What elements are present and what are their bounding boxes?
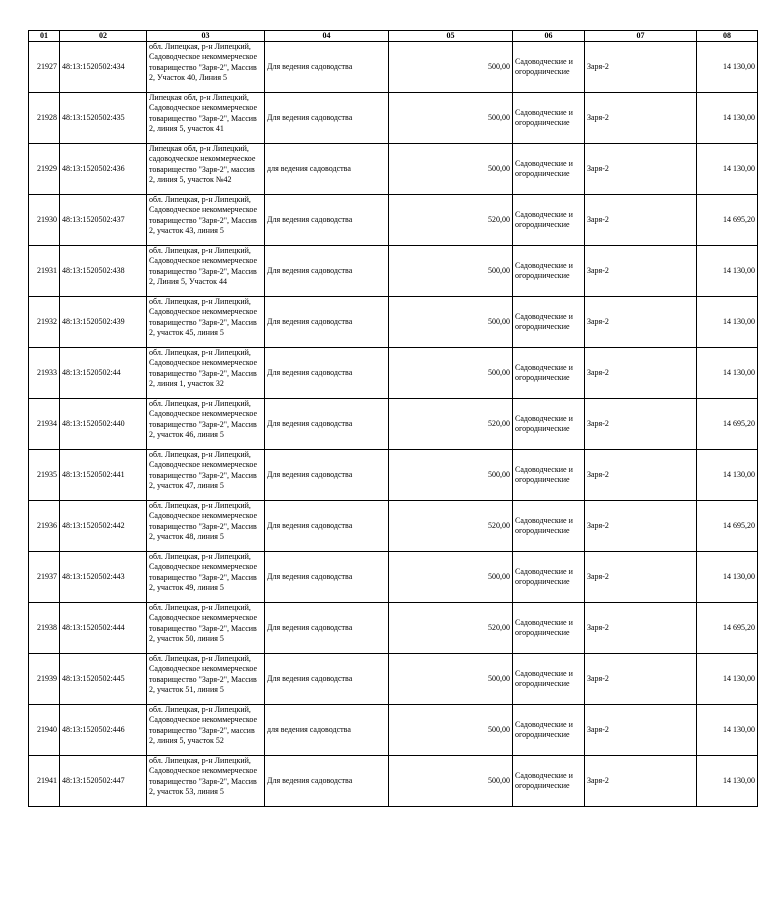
address-text: обл. Липецкая, р-н Липецкий, Садоводческое некоммерческое товарищество "Заря-2", Массив 2, участок 50, линия 5 <box>149 603 258 643</box>
cadastral-value-cell: 14 130,00 <box>697 93 758 144</box>
land-category-cell: Садоводческие и огороднические <box>513 195 585 246</box>
address-text: обл. Липецкая, р-н Липецкий, Садоводческое некоммерческое товарищество "Заря-2", Массив 2, Участок 40, Линия 5 <box>149 42 258 82</box>
cadastral-number-cell: 48:13:1520502:444 <box>60 603 147 654</box>
permitted-use-cell: Для ведения садоводства <box>265 42 389 93</box>
cadastral-number-cell: 48:13:1520502:442 <box>60 501 147 552</box>
table-row <box>29 552 758 603</box>
table-row <box>29 246 758 297</box>
cadastral-value-cell: 14 130,00 <box>697 348 758 399</box>
address-text: обл. Липецкая, р-н Липецкий, Садоводческое некоммерческое товарищество "Заря-2", массив 2, линия 5, участок 52 <box>149 705 258 745</box>
address-cell <box>147 654 265 705</box>
permitted-use-cell: Для ведения садоводства <box>265 399 389 450</box>
zone-cell: Заря-2 <box>585 756 697 807</box>
land-category-cell: Садоводческие и огороднические <box>513 93 585 144</box>
row-number-cell: 21937 <box>29 552 60 603</box>
address-text: обл. Липецкая, р-н Липецкий, Садоводческое некоммерческое товарищество "Заря-2", Массив 2, участок 46, линия 5 <box>149 399 258 439</box>
row-number-cell: 21932 <box>29 297 60 348</box>
cadastral-value-cell: 14 130,00 <box>697 756 758 807</box>
table-row <box>29 450 758 501</box>
cadastral-number-cell: 48:13:1520502:446 <box>60 705 147 756</box>
land-category-cell: Садоводческие и огороднические <box>513 450 585 501</box>
zone-cell: Заря-2 <box>585 195 697 246</box>
cadastral-value-cell: 14 130,00 <box>697 144 758 195</box>
address-text: обл. Липецкая, р-н Липецкий, Садоводческое некоммерческое товарищество "Заря-2", Массив 2, участок 48, линия 5 <box>149 501 258 541</box>
cadastral-value-cell: 14 695,20 <box>697 501 758 552</box>
table-row <box>29 603 758 654</box>
table-row <box>29 93 758 144</box>
address-cell <box>147 246 265 297</box>
row-number-cell: 21939 <box>29 654 60 705</box>
row-number-cell: 21935 <box>29 450 60 501</box>
area-cell: 500,00 <box>389 705 513 756</box>
area-cell: 500,00 <box>389 756 513 807</box>
column-header: 01 <box>29 31 60 42</box>
column-header: 07 <box>585 31 697 42</box>
address-cell <box>147 297 265 348</box>
land-category-cell: Садоводческие и огороднические <box>513 348 585 399</box>
address-text: обл. Липецкая, р-н Липецкий, Садоводческое некоммерческое товарищество "Заря-2", Массив 2, участок 47, линия 5 <box>149 450 258 490</box>
row-number-cell: 21934 <box>29 399 60 450</box>
address-cell <box>147 93 265 144</box>
area-cell: 500,00 <box>389 348 513 399</box>
area-cell: 500,00 <box>389 654 513 705</box>
cadastral-number-cell: 48:13:1520502:445 <box>60 654 147 705</box>
address-cell <box>147 348 265 399</box>
area-cell: 500,00 <box>389 42 513 93</box>
land-category-cell: Садоводческие и огороднические <box>513 144 585 195</box>
table-row <box>29 42 758 93</box>
row-number-cell: 21940 <box>29 705 60 756</box>
cadastral-number-cell: 48:13:1520502:436 <box>60 144 147 195</box>
address-text: Липецкая обл, р-н Липецкий, Садоводческое некоммерческое товарищество "Заря-2", Массив 2, линия 5, участок 41 <box>149 93 258 133</box>
row-number-cell: 21929 <box>29 144 60 195</box>
cadastral-number-cell: 48:13:1520502:447 <box>60 756 147 807</box>
permitted-use-cell: Для ведения садоводства <box>265 246 389 297</box>
table-row <box>29 501 758 552</box>
row-number-cell: 21941 <box>29 756 60 807</box>
cadastral-number-cell: 48:13:1520502:434 <box>60 42 147 93</box>
row-number-cell: 21933 <box>29 348 60 399</box>
permitted-use-cell: для ведения садоводства <box>265 144 389 195</box>
header-row <box>29 31 758 42</box>
permitted-use-cell: Для ведения садоводства <box>265 297 389 348</box>
column-header: 08 <box>697 31 758 42</box>
area-cell: 500,00 <box>389 297 513 348</box>
zone-cell: Заря-2 <box>585 501 697 552</box>
zone-cell: Заря-2 <box>585 144 697 195</box>
zone-cell: Заря-2 <box>585 399 697 450</box>
table-row <box>29 348 758 399</box>
area-cell: 520,00 <box>389 603 513 654</box>
table-row <box>29 195 758 246</box>
cadastral-value-cell: 14 130,00 <box>697 450 758 501</box>
zone-cell: Заря-2 <box>585 603 697 654</box>
address-cell <box>147 756 265 807</box>
address-cell <box>147 450 265 501</box>
land-category-cell: Садоводческие и огороднические <box>513 654 585 705</box>
permitted-use-cell: Для ведения садоводства <box>265 450 389 501</box>
address-text: обл. Липецкая, р-н Липецкий, Садоводческое некоммерческое товарищество "Заря-2", Массив 2, участок 51, линия 5 <box>149 654 258 694</box>
cadastral-number-cell: 48:13:1520502:437 <box>60 195 147 246</box>
row-number-cell: 21931 <box>29 246 60 297</box>
address-text: обл. Липецкая, р-н Липецкий, Садоводческое некоммерческое товарищество "Заря-2", Массив 2, Линия 5, Участок 44 <box>149 246 258 286</box>
land-category-cell: Садоводческие и огороднические <box>513 42 585 93</box>
zone-cell: Заря-2 <box>585 654 697 705</box>
permitted-use-cell: Для ведения садоводства <box>265 501 389 552</box>
zone-cell: Заря-2 <box>585 450 697 501</box>
address-text: обл. Липецкая, р-н Липецкий, Садоводческое некоммерческое товарищество "Заря-2", Массив 2, линия 1, участок 32 <box>149 348 258 388</box>
address-cell <box>147 399 265 450</box>
zone-cell: Заря-2 <box>585 297 697 348</box>
cadastral-value-cell: 14 695,20 <box>697 399 758 450</box>
row-number-cell: 21930 <box>29 195 60 246</box>
cadastral-number-cell: 48:13:1520502:440 <box>60 399 147 450</box>
address-cell <box>147 705 265 756</box>
cadastral-value-cell: 14 695,20 <box>697 603 758 654</box>
table-row <box>29 399 758 450</box>
cadastral-value-cell: 14 695,20 <box>697 195 758 246</box>
area-cell: 520,00 <box>389 501 513 552</box>
table-row <box>29 144 758 195</box>
row-number-cell: 21928 <box>29 93 60 144</box>
address-text: обл. Липецкая, р-н Липецкий, Садоводческое некоммерческое товарищество "Заря-2", Массив 2, участок 45, линия 5 <box>149 297 258 337</box>
table-body <box>29 42 758 807</box>
permitted-use-cell: для ведения садоводства <box>265 705 389 756</box>
land-category-cell: Садоводческие и огороднические <box>513 399 585 450</box>
cadastral-value-cell: 14 130,00 <box>697 246 758 297</box>
cadastral-value-cell: 14 130,00 <box>697 654 758 705</box>
table-row <box>29 705 758 756</box>
permitted-use-cell: Для ведения садоводства <box>265 756 389 807</box>
zone-cell: Заря-2 <box>585 42 697 93</box>
cadastral-value-cell: 14 130,00 <box>697 297 758 348</box>
address-cell <box>147 552 265 603</box>
cadastral-number-cell: 48:13:1520502:439 <box>60 297 147 348</box>
address-cell <box>147 195 265 246</box>
column-header: 02 <box>60 31 147 42</box>
cadastral-number-cell: 48:13:1520502:438 <box>60 246 147 297</box>
zone-cell: Заря-2 <box>585 246 697 297</box>
cadastral-value-cell: 14 130,00 <box>697 552 758 603</box>
table-row <box>29 654 758 705</box>
zone-cell: Заря-2 <box>585 552 697 603</box>
land-category-cell: Садоводческие и огороднические <box>513 552 585 603</box>
area-cell: 500,00 <box>389 93 513 144</box>
address-cell <box>147 501 265 552</box>
row-number-cell: 21936 <box>29 501 60 552</box>
permitted-use-cell: Для ведения садоводства <box>265 603 389 654</box>
address-cell <box>147 144 265 195</box>
land-category-cell: Садоводческие и огороднические <box>513 705 585 756</box>
area-cell: 500,00 <box>389 450 513 501</box>
table-row <box>29 756 758 807</box>
address-text: обл. Липецкая, р-н Липецкий, Садоводческое некоммерческое товарищество "Заря-2", Массив 2, участок 49, линия 5 <box>149 552 258 592</box>
permitted-use-cell: Для ведения садоводства <box>265 348 389 399</box>
address-text: обл. Липецкая, р-н Липецкий, Садоводческое некоммерческое товарищество "Заря-2", Массив 2, участок 43, линия 5 <box>149 195 258 235</box>
area-cell: 500,00 <box>389 144 513 195</box>
table-row <box>29 297 758 348</box>
zone-cell: Заря-2 <box>585 705 697 756</box>
row-number-cell: 21938 <box>29 603 60 654</box>
column-header: 06 <box>513 31 585 42</box>
column-header: 04 <box>265 31 389 42</box>
land-category-cell: Садоводческие и огороднические <box>513 603 585 654</box>
area-cell: 500,00 <box>389 552 513 603</box>
area-cell: 520,00 <box>389 399 513 450</box>
address-cell <box>147 42 265 93</box>
row-number-cell: 21927 <box>29 42 60 93</box>
permitted-use-cell: Для ведения садоводства <box>265 93 389 144</box>
permitted-use-cell: Для ведения садоводства <box>265 654 389 705</box>
land-category-cell: Садоводческие и огороднические <box>513 756 585 807</box>
land-category-cell: Садоводческие и огороднические <box>513 297 585 348</box>
land-category-cell: Садоводческие и огороднические <box>513 246 585 297</box>
land-registry-table <box>28 30 758 807</box>
cadastral-number-cell: 48:13:1520502:443 <box>60 552 147 603</box>
zone-cell: Заря-2 <box>585 348 697 399</box>
area-cell: 500,00 <box>389 246 513 297</box>
land-category-cell: Садоводческие и огороднические <box>513 501 585 552</box>
zone-cell: Заря-2 <box>585 93 697 144</box>
cadastral-value-cell: 14 130,00 <box>697 42 758 93</box>
cadastral-value-cell: 14 130,00 <box>697 705 758 756</box>
permitted-use-cell: Для ведения садоводства <box>265 552 389 603</box>
address-text: обл. Липецкая, р-н Липецкий, Садоводческое некоммерческое товарищество "Заря-2", Массив 2, участок 53, линия 5 <box>149 756 258 796</box>
column-header: 03 <box>147 31 265 42</box>
cadastral-number-cell: 48:13:1520502:435 <box>60 93 147 144</box>
column-header: 05 <box>389 31 513 42</box>
address-text: Липецкая обл, р-н Липецкий, садоводческое некоммерческое товарищество "Заря-2", массив 2, линия 5, участок №42 <box>149 144 256 184</box>
address-cell <box>147 603 265 654</box>
cadastral-number-cell: 48:13:1520502:441 <box>60 450 147 501</box>
permitted-use-cell: Для ведения садоводства <box>265 195 389 246</box>
cadastral-number-cell: 48:13:1520502:44 <box>60 348 147 399</box>
area-cell: 520,00 <box>389 195 513 246</box>
